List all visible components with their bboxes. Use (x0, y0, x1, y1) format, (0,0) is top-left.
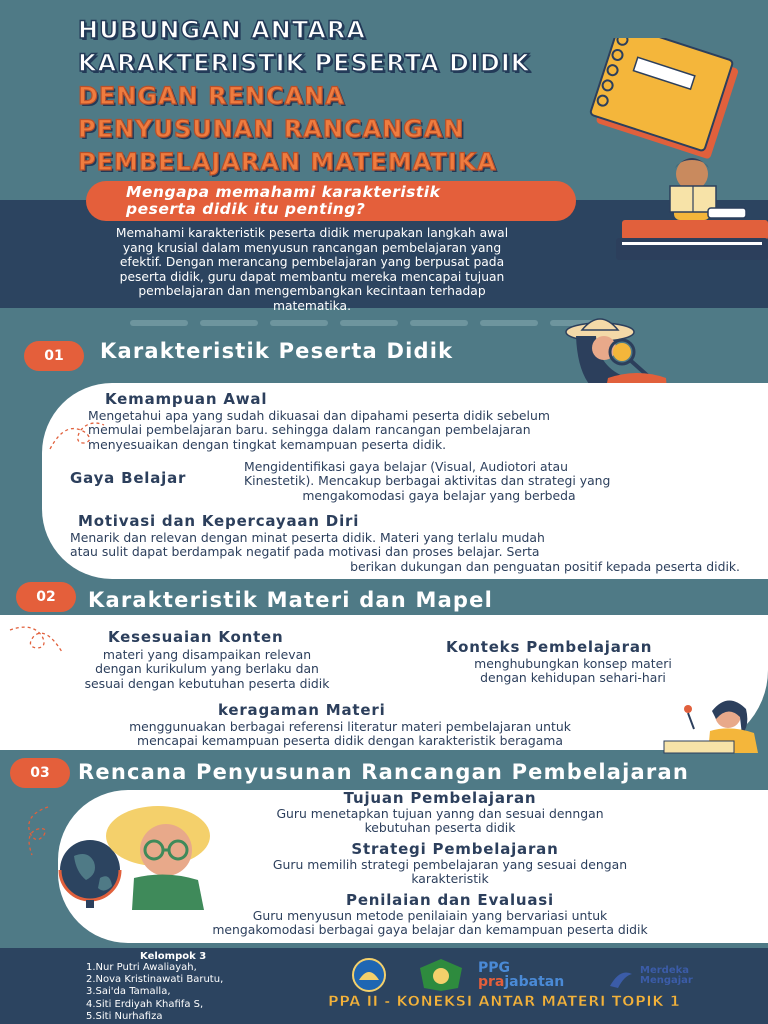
title-block (78, 14, 638, 179)
intro-line: pembelajaran dan mengembangkan kecintaan terhadap (138, 284, 486, 299)
section-1-number: 01 (24, 341, 84, 371)
item-konteks-pembelajaran-heading: Konteks Pembelajaran (446, 638, 653, 656)
item-strategi-heading: Strategi Pembelajaran (351, 840, 559, 858)
item-kemampuan-awal-heading: Kemampuan Awal (105, 390, 268, 408)
item-kemampuan-awal-text: Mengetahui apa yang sudah dikuasai dan dipahami peserta didik sebelum memulai pembelajaran baru. sehingga dalam rancangan pembelajaran menyesuaikan dengan tingkat kemampuan peserta didik. (88, 408, 550, 452)
member-item: 2.Nova Kristinawati Barutu, (86, 974, 224, 986)
member-list (86, 962, 223, 1023)
member-item: 1.Nur Putri Awaliayah, (86, 962, 197, 973)
footer-banner: PPA II - KONEKSI ANTAR MATERI TOPIK 1 (328, 994, 681, 1010)
merdeka-line-2: Mengajar (640, 975, 693, 986)
item-kesesuaian-konten-heading: Kesesuaian Konten (108, 628, 284, 646)
question-line-2: peserta didik itu penting? (126, 200, 366, 218)
question-line-1: Mengapa memahami karakteristik (126, 183, 441, 201)
member-item: 5.Siti Nurhafiza (86, 1010, 163, 1022)
intro-line: peserta didik, guru dapat membantu mereka mencapai tujuan (119, 269, 505, 284)
ppg-jabatan-word: jabatan (504, 974, 565, 990)
university-logo (410, 958, 472, 992)
intro-line: yang krusial dalam menyusun rancangan pembelajaran yang (122, 240, 502, 255)
merdeka-mengajar-icon (606, 962, 636, 996)
item-kesesuaian-konten-text: materi yang disampaikan relevan dengan kurikulum yang berlaku dan sesuai dengan kebutuhan peserta didik (84, 647, 330, 691)
title-line-2: KARAKTERISTIK PESERTA DIDIK (78, 49, 531, 77)
tut-wuri-logo (338, 958, 400, 992)
merdeka-mengajar-logo (640, 966, 693, 986)
section-1-title: Karakteristik Peserta Didik (100, 339, 454, 363)
reader-boy-illustration (612, 150, 768, 265)
intro-line: matematika. (272, 298, 351, 313)
item-gaya-belajar-text: Mengidentifikasi gaya belajar (Visual, Audiotori atau Kinestetik). Mencakup berbagai aktivitas dan strategi yang mengakomodasi gaya belajar yang berbeda (244, 459, 611, 503)
ppg-word: PPG (478, 960, 511, 976)
item-tujuan-heading: Tujuan Pembelajaran (343, 789, 537, 807)
intro-paragraph (32, 226, 592, 314)
item-tujuan-text: Guru menetapkan tujuan yanng dan sesuai denngan kebutuhan peserta didik (276, 806, 604, 836)
merdeka-line-1: Merdeka (640, 965, 690, 976)
intro-line: Memahami karakteristik peserta didik merupakan langkah awal (115, 226, 509, 240)
title-line-5: PEMBELAJARAN MATEMATIKA (78, 148, 497, 176)
section-2-title: Karakteristik Materi dan Mapel (88, 588, 494, 612)
item-penilaian-heading: Penilaian dan Evaluasi (346, 891, 554, 909)
dash-divider (130, 320, 608, 326)
member-item: 3.Sai'da Tamalla, (86, 986, 171, 998)
globe-boy-illustration (48, 800, 238, 910)
member-item: 4.Siti Erdiyah Khafifa S, (86, 998, 204, 1010)
item-keragaman-materi-heading: keragaman Materi (218, 701, 386, 719)
notebook-illustration (565, 38, 765, 168)
section-3-number: 03 (10, 758, 70, 788)
section-2-number: 02 (16, 582, 76, 612)
writing-girl-illustration (650, 695, 768, 755)
ppg-pra-word: pra (478, 974, 505, 990)
item-penilaian-text: Guru menyusun metode penilaiain yang bervariasi untuk mengakomodasi berbagai gaya belajar dan kemampuan peserta didik (212, 908, 648, 938)
intro-line: efektif. Dengan merancang pembelajaran yang berpusat pada (119, 255, 505, 270)
item-motivasi-text: Menarik dan relevan dengan minat peserta didik. Materi yang terlalu mudah atau sulit dapat berdampak negatif pada motivasi dan proses belajar. Serta berikan dukungan dan penguatan positif kepada peserta didik. (70, 530, 740, 574)
title-line-1: HUBUNGAN ANTARA (78, 16, 366, 44)
item-strategi-text: Guru memilih strategi pembelajaran yang sesuai dengan karakteristik (272, 857, 628, 887)
title-line-3: DENGAN RENCANA (78, 82, 345, 110)
section-3-title: Rencana Penyusunan Rancangan Pembelajaran (78, 760, 690, 784)
item-konteks-pembelajaran-text: menghubungkan konsep materi dengan kehidupan sehari-hari (474, 656, 672, 686)
item-keragaman-materi-text: menggunuakan berbagai referensi literatur materi pembelajaran untuk mencapai kemampuan peserta didik dengan karakteristik beragama (129, 719, 571, 749)
ppg-prajabatan-logo (478, 961, 564, 989)
group-title: Kelompok 3 (140, 951, 207, 962)
title-line-4: PENYUSUNAN RANCANGAN (78, 115, 465, 143)
question-pill (86, 181, 576, 221)
item-motivasi-heading: Motivasi dan Kepercayaan Diri (78, 512, 360, 530)
swirl-decoration (8, 622, 64, 660)
item-gaya-belajar-heading: Gaya Belajar (70, 469, 187, 487)
